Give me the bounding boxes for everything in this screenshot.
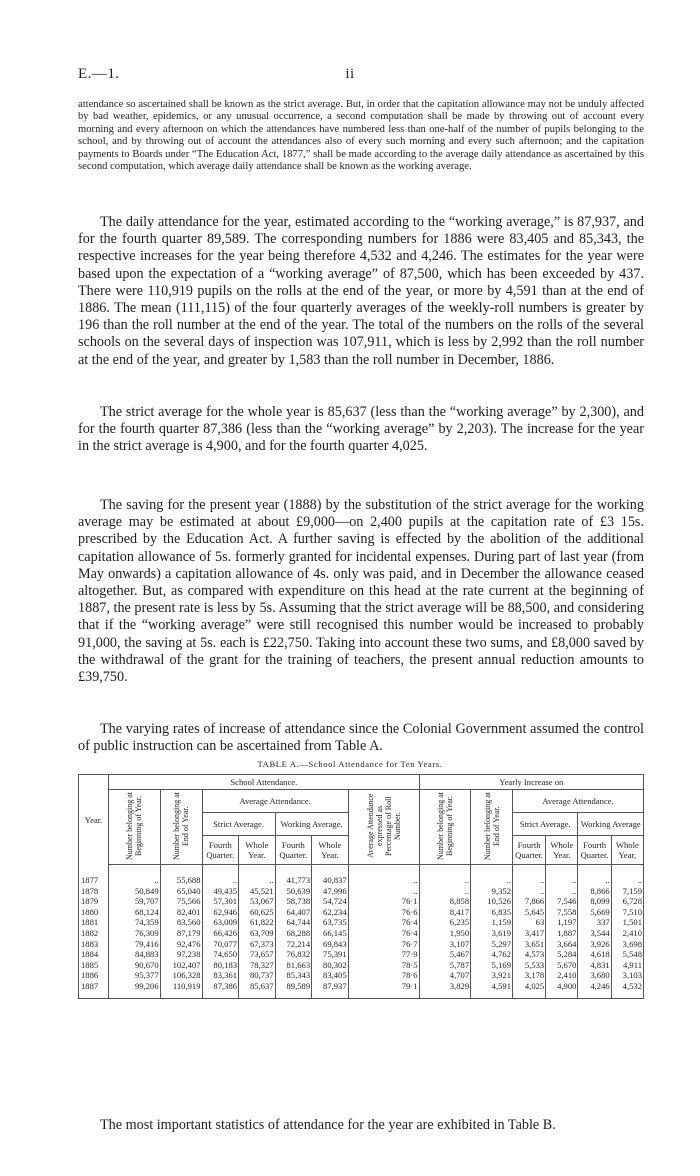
table-cell: 75,391: [312, 949, 349, 960]
paragraph-working-average: The daily attendance for the year, estimated according to the “working average,” is 87,937, and for the fourth quarter 89,589. The corresponding numbers for 1886 were 83,405 and 85,343, the respective increases for the year being therefore 4,532 and 4,246. The estimates for the year were based upon the expectation of a “working average” of 87,500, which has been exceeded by 437. There were 110,919 pupils on the rolls at the end of the year, or more by 4,591 than at the end of 1886. The mean (111,115) of the four quarterly averages of the weekly-roll numbers is greater by 196 than the roll number at the end of the year. The total of the numbers on the rolls of the several schools on the several days of inspection was 107,911, which is less by 2,992 than the roll number at the end of the year, and greater by 1,583 than the roll number in December, 1886.: [78, 214, 644, 368]
table-cell: 76·7: [348, 939, 419, 950]
table-cell: 53,067: [239, 896, 276, 907]
table-cell: 68,288: [275, 928, 312, 939]
table-cell: 85,637: [239, 981, 276, 998]
table-cell: ..: [611, 875, 643, 886]
table-cell: 74,650: [202, 949, 239, 960]
table-cell: 5,787: [419, 960, 471, 971]
header-number-end: Number belonging at End of Year.: [160, 790, 202, 865]
header-yearly-increase: Yearly Increase on: [419, 775, 643, 790]
table-cell: 4,591: [471, 981, 513, 998]
table-cell: 10,526: [471, 896, 513, 907]
row-year: 1886: [79, 970, 109, 981]
table-cell: 7,510: [611, 907, 643, 918]
table-cell: 54,724: [312, 896, 349, 907]
attendance-table: [78, 774, 644, 999]
table-cell: 8,099: [578, 896, 611, 907]
paragraph-varying-rates: The varying rates of increase of attendance since the Colonial Government assumed the control of public instruction can be ascertained from Table A.: [78, 721, 644, 755]
table-cell: 2,410: [546, 970, 578, 981]
table-cell: 5,467: [419, 949, 471, 960]
row-year: 1878: [79, 886, 109, 897]
table-cell: 3,651: [513, 939, 546, 950]
table-cell: 76·4: [348, 928, 419, 939]
table-cell: 78·5: [348, 960, 419, 971]
table-cell: 80,183: [202, 960, 239, 971]
table-cell: 4,762: [471, 949, 513, 960]
row-year: 1887: [79, 981, 109, 998]
table-spacer: [79, 865, 644, 876]
table-cell: 72,214: [275, 939, 312, 950]
row-year: 1882: [79, 928, 109, 939]
table-cell: ..: [546, 886, 578, 897]
header-year: Year.: [79, 775, 109, 865]
table-cell: 1,159: [471, 917, 513, 928]
table-cell: 70,077: [202, 939, 239, 950]
table-cell: 47,996: [312, 886, 349, 897]
table-cell: 87,179: [160, 928, 202, 939]
table-cell: 99,206: [109, 981, 161, 998]
table-cell: 5,284: [546, 949, 578, 960]
page-header-code: E.—1.: [78, 66, 120, 82]
table-cell: 7,159: [611, 886, 643, 897]
table-cell: 6,235: [419, 917, 471, 928]
table-cell: 1,950: [419, 928, 471, 939]
table-cell: 60,625: [239, 907, 276, 918]
table-cell: 4,025: [513, 981, 546, 998]
table-cell: 76·6: [348, 907, 419, 918]
table-cell: ..: [471, 875, 513, 886]
table-cell: 45,521: [239, 886, 276, 897]
header-strict-average: Strict Average.: [202, 813, 275, 836]
header-whole-year: Whole Year.: [312, 836, 349, 865]
table-row: [79, 875, 644, 886]
table-cell: 67,373: [239, 939, 276, 950]
table-cell: 69,843: [312, 939, 349, 950]
header-increase-strict-average: Strict Average.: [513, 813, 578, 836]
table-cell: ..: [419, 875, 471, 886]
header-increase-average-attendance: Average Attendance.: [513, 790, 644, 813]
table-cell: 87,386: [202, 981, 239, 998]
table-cell: 66,426: [202, 928, 239, 939]
table-cell: 81,663: [275, 960, 312, 971]
table-cell: 89,589: [275, 981, 312, 998]
table-cell: 3,680: [578, 970, 611, 981]
header-fourth-quarter: Fourth Quarter.: [578, 836, 611, 865]
table-cell: 4,831: [578, 960, 611, 971]
table-cell: 65,040: [160, 886, 202, 897]
table-cell: 4,573: [513, 949, 546, 960]
table-cell: 5,645: [513, 907, 546, 918]
table-cell: 79,416: [109, 939, 161, 950]
table-cell: 82,401: [160, 907, 202, 918]
paragraph-saving: The saving for the present year (1888) by the substitution of the strict average for the working average may be estimated at about £9,000—on 2,400 pupils at the capitation rate of £3 15s. prescribed by the Education Act. A further saving is effected by the abolition of the additional capitation allowance of 5s. formerly granted for incidental expenses. During part of last year (from May onwards) a capitation allowance of 4s. only was paid, and in December the allowance ceased altogether. But, as compared with expenditure on this head at the rate current at the beginning of 1887, the present rate is less by 5s. Assuming that the strict average will be 88,500, and considering that if the “working average” were still recognised this number would be increased to probably 91,000, the saving at 5s. each is £22,750. Taking into account these two sums, and £8,000 saved by the withdrawal of the grant for the training of teachers, the present annual reduction amounts to £39,750.: [78, 497, 644, 686]
row-year: 1879: [79, 896, 109, 907]
table-cell: 5,548: [611, 949, 643, 960]
table-cell: 97,238: [160, 949, 202, 960]
paragraph-strict-average: The strict average for the whole year is 85,637 (less than the “working average” by 2,300), and for the fourth quarter 87,386 (less than the “working average” by 2,203). The increase for the year in the strict average is 4,900, and for the fourth quarter 4,025.: [78, 404, 644, 455]
table-cell: ..: [202, 875, 239, 886]
header-school-attendance: School Attendance.: [109, 775, 419, 790]
table-cell: 62,234: [312, 907, 349, 918]
table-cell: 55,688: [160, 875, 202, 886]
table-cell: 73,657: [239, 949, 276, 960]
table-cell: 40,837: [312, 875, 349, 886]
page-number: ii: [345, 66, 355, 82]
row-year: 1885: [79, 960, 109, 971]
table-caption: TABLE A.—School Attendance for Ten Years.: [257, 759, 443, 769]
table-cell: 1,197: [546, 917, 578, 928]
table-cell: 3,664: [546, 939, 578, 950]
table-cell: 4,900: [546, 981, 578, 998]
row-year: 1880: [79, 907, 109, 918]
header-whole-year: Whole Year.: [546, 836, 578, 865]
table-cell: 7,558: [546, 907, 578, 918]
table-cell: 83,560: [160, 917, 202, 928]
table-cell: 63: [513, 917, 546, 928]
table-cell: ..: [109, 875, 161, 886]
table-row: [79, 886, 644, 897]
table-cell: 92,476: [160, 939, 202, 950]
table-cell: 3,103: [611, 970, 643, 981]
table-cell: 90,670: [109, 960, 161, 971]
table-cell: 83,405: [312, 970, 349, 981]
table-cell: 3,921: [471, 970, 513, 981]
table-row: [79, 981, 644, 998]
table-cell: 337: [578, 917, 611, 928]
table-cell: ..: [513, 875, 546, 886]
header-percentage: Average Attendance expressed as Percentage of Roll Number.: [348, 790, 419, 865]
table-cell: 80,737: [239, 970, 276, 981]
table-cell: 1,501: [611, 917, 643, 928]
table-cell: 3,417: [513, 928, 546, 939]
table-cell: 5,670: [546, 960, 578, 971]
table-cell: 5,533: [513, 960, 546, 971]
table-cell: 2,410: [611, 928, 643, 939]
table-cell: 64,407: [275, 907, 312, 918]
table-cell: 110,919: [160, 981, 202, 998]
table-cell: 76,309: [109, 928, 161, 939]
table-cell: 3,107: [419, 939, 471, 950]
table-cell: 6,835: [471, 907, 513, 918]
table-cell: 7,866: [513, 896, 546, 907]
table-cell: 4,532: [611, 981, 643, 998]
intro-paragraph: attendance so ascertained shall be known as the strict average. But, in order that the capitation allowance may not be unduly affected by bad weather, epidemics, or any unusual occurrence, a second computation shall be made by throwing out of account every morning and every afternoon on which the attendances have numbered less than one-half of the number of pupils belonging to the school, and by throwing out of account the attendances also of every such morning and every such afternoon; and the capitation payments to Boards under “The Education Act, 1877,” shall be made according to the average daily attendance as ascertained by this second computation, which average daily attendance shall be known as the working average.: [78, 99, 644, 173]
header-whole-year: Whole Year,: [611, 836, 643, 865]
table-body: [79, 865, 644, 999]
table-cell: 106,328: [160, 970, 202, 981]
table-cell: 77·9: [348, 949, 419, 960]
table-cell: 3,698: [611, 939, 643, 950]
table-cell: 41,773: [275, 875, 312, 886]
table-row: [79, 907, 644, 918]
table-cell: 8,858: [419, 896, 471, 907]
table-cell: ..: [546, 875, 578, 886]
table-row: [79, 960, 644, 971]
table-cell: 9,352: [471, 886, 513, 897]
table-cell: 95,377: [109, 970, 161, 981]
table-cell: 50,849: [109, 886, 161, 897]
table-cell: ..: [578, 875, 611, 886]
table-cell: ..: [513, 886, 546, 897]
table-cell: 3,544: [578, 928, 611, 939]
table-cell: 76·1: [348, 896, 419, 907]
table-cell: 5,669: [578, 907, 611, 918]
table-cell: 102,407: [160, 960, 202, 971]
header-increase-number-beginning: Number belonging at Beginning of Year.: [419, 790, 471, 865]
paragraph-table-b: The most important statistics of attendance for the year are exhibited in Table B.: [100, 1117, 556, 1133]
table-cell: 4,618: [578, 949, 611, 960]
table-cell: 5,169: [471, 960, 513, 971]
table-cell: 83,361: [202, 970, 239, 981]
table-cell: ..: [348, 875, 419, 886]
table-cell: 57,301: [202, 896, 239, 907]
table-cell: 8,417: [419, 907, 471, 918]
table-cell: 4,246: [578, 981, 611, 998]
header-increase-number-end: Number belonging at End of Year.: [471, 790, 513, 865]
header-fourth-quarter: Fourth Quarter.: [513, 836, 546, 865]
table-cell: 58,738: [275, 896, 312, 907]
table-cell: 59,707: [109, 896, 161, 907]
header-whole-year: Whole Year.: [239, 836, 276, 865]
row-year: 1883: [79, 939, 109, 950]
table-cell: 78,327: [239, 960, 276, 971]
table-row: [79, 939, 644, 950]
table-cell: 68,124: [109, 907, 161, 918]
header-fourth-quarter: Fourth Quarter.: [275, 836, 312, 865]
table-cell: 7,546: [546, 896, 578, 907]
header-fourth-quarter: Fourth Quarter.: [202, 836, 239, 865]
table-cell: 3,178: [513, 970, 546, 981]
table-cell: 76·4: [348, 917, 419, 928]
table-cell: 1,887: [546, 928, 578, 939]
table-cell: 85,343: [275, 970, 312, 981]
table-cell: 66,145: [312, 928, 349, 939]
table-cell: 74,359: [109, 917, 161, 928]
table-cell: 79·1: [348, 981, 419, 998]
table-cell: 63,009: [202, 917, 239, 928]
header-average-attendance: Average Attendance.: [202, 790, 348, 813]
row-year: 1881: [79, 917, 109, 928]
table-cell: 8,866: [578, 886, 611, 897]
table-cell: 76,832: [275, 949, 312, 960]
header-increase-working-average: Working Average: [578, 813, 644, 836]
table-cell: 61,822: [239, 917, 276, 928]
table-row: [79, 928, 644, 939]
table-cell: 87,937: [312, 981, 349, 998]
table-cell: 80,302: [312, 960, 349, 971]
table-cell: 3,619: [471, 928, 513, 939]
table-cell: 5,297: [471, 939, 513, 950]
table-cell: 64,744: [275, 917, 312, 928]
table-cell: 78·6: [348, 970, 419, 981]
header-working-average: Working Average.: [275, 813, 348, 836]
table-cell: 4,911: [611, 960, 643, 971]
table-cell: ..: [348, 886, 419, 897]
table-cell: 63,709: [239, 928, 276, 939]
table-row: [79, 896, 644, 907]
table-row: [79, 917, 644, 928]
table-cell: ..: [419, 886, 471, 897]
table-cell: 50,639: [275, 886, 312, 897]
table-row: [79, 949, 644, 960]
table-cell: 49,435: [202, 886, 239, 897]
row-year: 1877: [79, 875, 109, 886]
table-cell: 62,946: [202, 907, 239, 918]
table-cell: ..: [239, 875, 276, 886]
row-year: 1884: [79, 949, 109, 960]
table-cell: 3,829: [419, 981, 471, 998]
table-row: [79, 970, 644, 981]
table-cell: 63,735: [312, 917, 349, 928]
table-cell: 84,883: [109, 949, 161, 960]
table-cell: 3,926: [578, 939, 611, 950]
table-cell: 4,707: [419, 970, 471, 981]
table-cell: 75,566: [160, 896, 202, 907]
header-number-beginning: Number belonging at Beginning of Year.: [109, 790, 161, 865]
table-cell: 6,728: [611, 896, 643, 907]
